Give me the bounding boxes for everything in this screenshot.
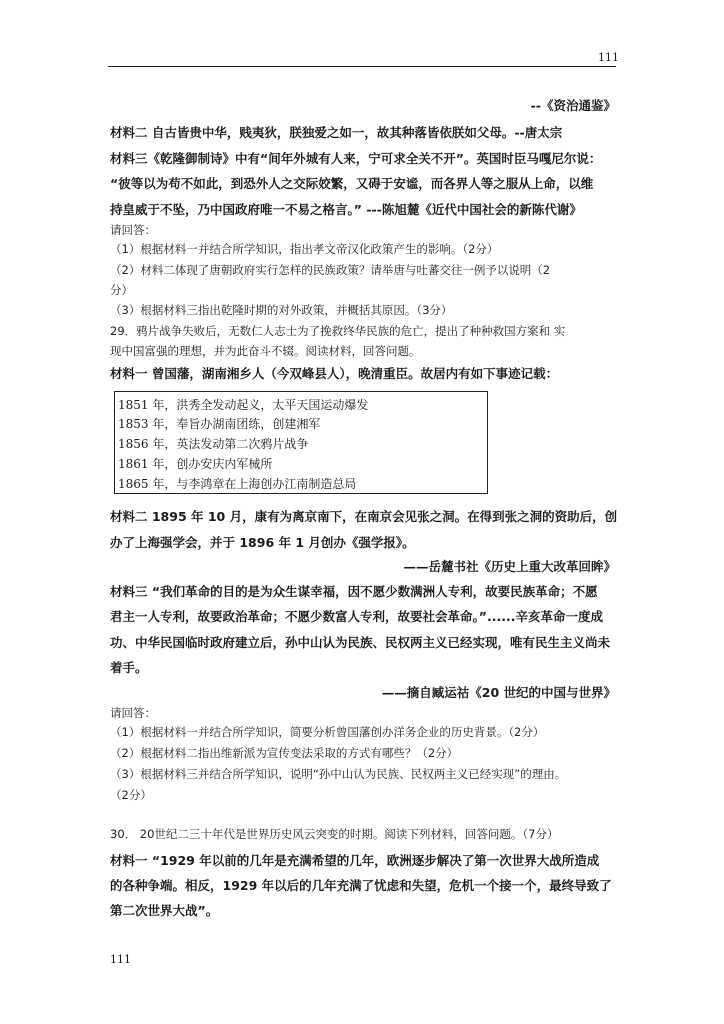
q30-material-1-line-1: 材料一 “1929 年以前的几年是充满希望的几年，欧洲逐步解决了第一次世界大战所造成	[110, 853, 600, 868]
event-1853: 1853 年，奉旨办湖南团练，创建湘军	[118, 417, 321, 431]
q28-question-2-line-1: （2）材料二体现了唐朝政府实行怎样的民族政策？请举唐与吐蕃交往一例予以说明（2	[110, 263, 551, 277]
q28-question-3: （3）根据材料三指出乾隆时期的对外政策，并概括其原因。（3分）	[110, 303, 453, 317]
event-1856: 1856 年，英法发动第二次鸦片战争	[118, 437, 309, 451]
event-1851: 1851 年，洪秀全发动起义，太平天国运动爆发	[118, 398, 369, 412]
q29-question-1: （1）根据材料一并结合所学知识，简要分析曾国藩创办洋务企业的历史背景。（2分）	[110, 725, 545, 739]
q29-material-1: 材料一 曾国藩，湖南湘乡人（今双峰县人），晚清重臣。故居内有如下事迹记载：	[110, 366, 559, 381]
q28-question-2-line-2: 分）	[110, 283, 133, 297]
q29-intro-line-2: 现中国富强的理想，并为此奋斗不辍。阅读材料，回答问题。	[110, 344, 421, 358]
q28-material-3-line-1: 材料三《乾隆御制诗》中有“间年外城有人来，宁可求全关不开”。英国时臣马嘎尼尔说：	[110, 151, 602, 166]
q29-material-2-source: ——岳麓书社《历史上重大改革回眸》	[403, 559, 616, 574]
q29-question-3-line-1: （3）根据材料三并结合所学知识，说明“孙中山认为民族、民权两主义已经实现”的理由。	[110, 767, 567, 781]
source-zizhitongjian: --《资治通鉴》	[530, 98, 616, 113]
q29-material-3-source: ——摘自臧运祜《20 世纪的中国与世界》	[381, 685, 616, 700]
q29-material-2-line-2: 办了上海强学会，并于 1896 年 1 月创办《强学报》。	[110, 535, 415, 550]
q29-material-2-line-1: 材料二 1895 年 10 月，康有为离京南下，在南京会见张之洞。在得到张之洞的资助后，创	[110, 509, 618, 524]
header-rule	[108, 66, 616, 67]
q28-ask: 请回答：	[110, 223, 156, 237]
q28-material-3-line-2: “彼等以为苟不如此，到恐外人之交际姣繁，又碍于安谧，而各界人等之服从上命，以维	[110, 176, 594, 191]
q28-material-3-line-3: 持皇威于不坠，乃中国政府唯一不易之格言。” ---陈旭麓《近代中国社会的新陈代谢》	[110, 202, 582, 217]
event-1861: 1861 年，创办安庆内军械所	[118, 457, 273, 471]
page-number-top: 111	[598, 51, 619, 64]
q30-material-1-line-2: 的各种争端。相反，1929 年以后的几年充满了忧虑和失望，危机一个接一个，最终导致了	[110, 878, 612, 893]
q29-question-2: （2）根据材料二指出维新派为宣传变法采取的方式有哪些？（2分）	[110, 746, 459, 760]
q28-material-2: 材料二 自古皆贵中华，贱夷狄，朕独爱之如一，故其种落皆依朕如父母。--唐太宗	[110, 125, 563, 140]
q29-question-3-line-2: （2分）	[110, 788, 152, 802]
page-number-bottom: 111	[110, 953, 131, 966]
q29-material-3-line-4: 着手。	[110, 660, 148, 675]
event-1865: 1865 年，与李鸿章在上海创办江南制造总局	[118, 477, 357, 491]
q30-intro: 30． 20世纪二三十年代是世界历史风云突变的时期。阅读下列材料，回答问题。（7分）	[110, 827, 559, 841]
q29-material-3-line-1: 材料三 “我们革命的目的是为众生谋幸福，因不愿少数满洲人专利，故要民族革命；不愿	[110, 584, 598, 599]
q28-question-1: （1）根据材料一并结合所学知识，指出孝文帝汉化政策产生的影响。（2分）	[110, 242, 499, 256]
q29-intro-line-1: 29．鸦片战争失败后，无数仁人志士为了挽救终华民族的危亡，提出了种种救国方案和 实	[110, 324, 566, 338]
q29-ask: 请回答：	[110, 706, 156, 720]
q29-material-3-line-2: 君主一人专利，故要政治革命；不愿少数富人专利，故要社会革命。”......辛亥革命一度成	[110, 609, 603, 624]
q29-material-3-line-3: 功、中华民国临时政府建立后，孙中山认为民族、民权两主义已经实现，唯有民生主义尚未	[110, 635, 611, 650]
q30-material-1-line-3: 第二次世界大战”。	[110, 903, 219, 918]
